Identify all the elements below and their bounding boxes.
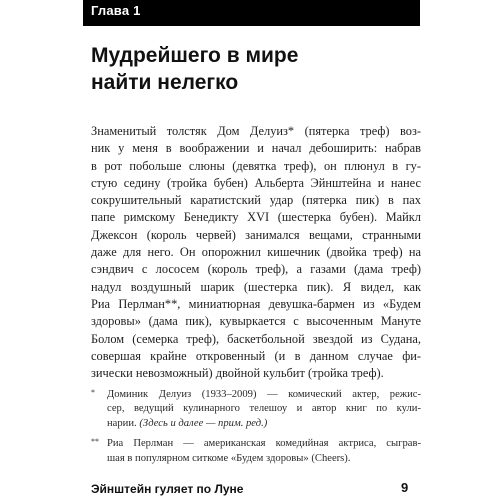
footnote-line: сер, ведущий кулинарного телешоу и автор книг по кули- xyxy=(107,403,421,415)
chapter-title-line: Мудрейшего в мире xyxy=(91,44,299,67)
body-line: здоровы» (дама пик), кувыркается с высоченным Мануте xyxy=(91,314,421,329)
footnote xyxy=(91,437,421,466)
body-line: надул воздушный шарик (шестерка пик). Я видел, как xyxy=(91,279,421,294)
body-line: даже для него. Он опорожнил кишечник (двойка треф) на xyxy=(91,245,421,260)
footnote-line: Доминик Делуиз (1933–2009) — комический актер, режис- xyxy=(107,389,421,400)
running-title: Эйнштейн гуляет по Луне xyxy=(91,482,244,496)
footnote-mark: * xyxy=(91,388,95,397)
body-line: стую седину (тройка бубен) Альберта Эйнштейна и нанес xyxy=(91,175,421,190)
body-line: зически невозможный) двойной кульбит (тройка треф). xyxy=(91,366,384,381)
footnote-line: Риа Перлман — американская комедийная актриса, сыграв- xyxy=(107,438,421,450)
body-line: сокрушительный каратистский удар (пятерка пик) в пах xyxy=(91,193,421,208)
body-line: Джексон (король червей) занимался вещами, странными xyxy=(91,227,421,242)
chapter-label: Глава 1 xyxy=(91,3,141,18)
body-line: Знаменитый толстяк Дом Делуиз* (пятерка треф) воз- xyxy=(91,124,421,138)
body-line: ник у меня в воображении и начал дебоширить: набрав xyxy=(91,141,421,156)
body-paragraph xyxy=(91,123,421,382)
body-line: Риа Перлман**, миниатюрная девушка-бармен из «Будем xyxy=(91,296,421,311)
footnote xyxy=(91,388,421,431)
footnote-line: нарии. xyxy=(107,417,137,429)
page-number: 9 xyxy=(401,480,409,495)
footnote-line-with-note xyxy=(107,417,421,431)
body-line: в рот побольше слюны (девятка треф), он плюнул в гу- xyxy=(91,158,421,173)
footnotes xyxy=(91,388,421,472)
footnote-mark: ** xyxy=(91,437,99,447)
chapter-title-line: найти нелегко xyxy=(91,71,239,94)
body-line: сэндвич с лососем (король треф), а газами (дама треф) xyxy=(91,262,421,277)
body-line: Болом (семерка треф), баскетбольной звездой из Судана, xyxy=(91,331,421,346)
body-line: папе римскому Бенедикту XVI (шестерка бубен). Майкл xyxy=(91,210,421,225)
body-line: совершая крайне откровенный (и в данном случае фи- xyxy=(91,348,421,363)
editor-note: (Здесь и далее — прим. ред.) xyxy=(139,417,268,429)
chapter-title xyxy=(91,42,411,96)
footnote-line: шая в популярном ситкоме «Будем здоровы» (Cheers). xyxy=(107,452,351,464)
